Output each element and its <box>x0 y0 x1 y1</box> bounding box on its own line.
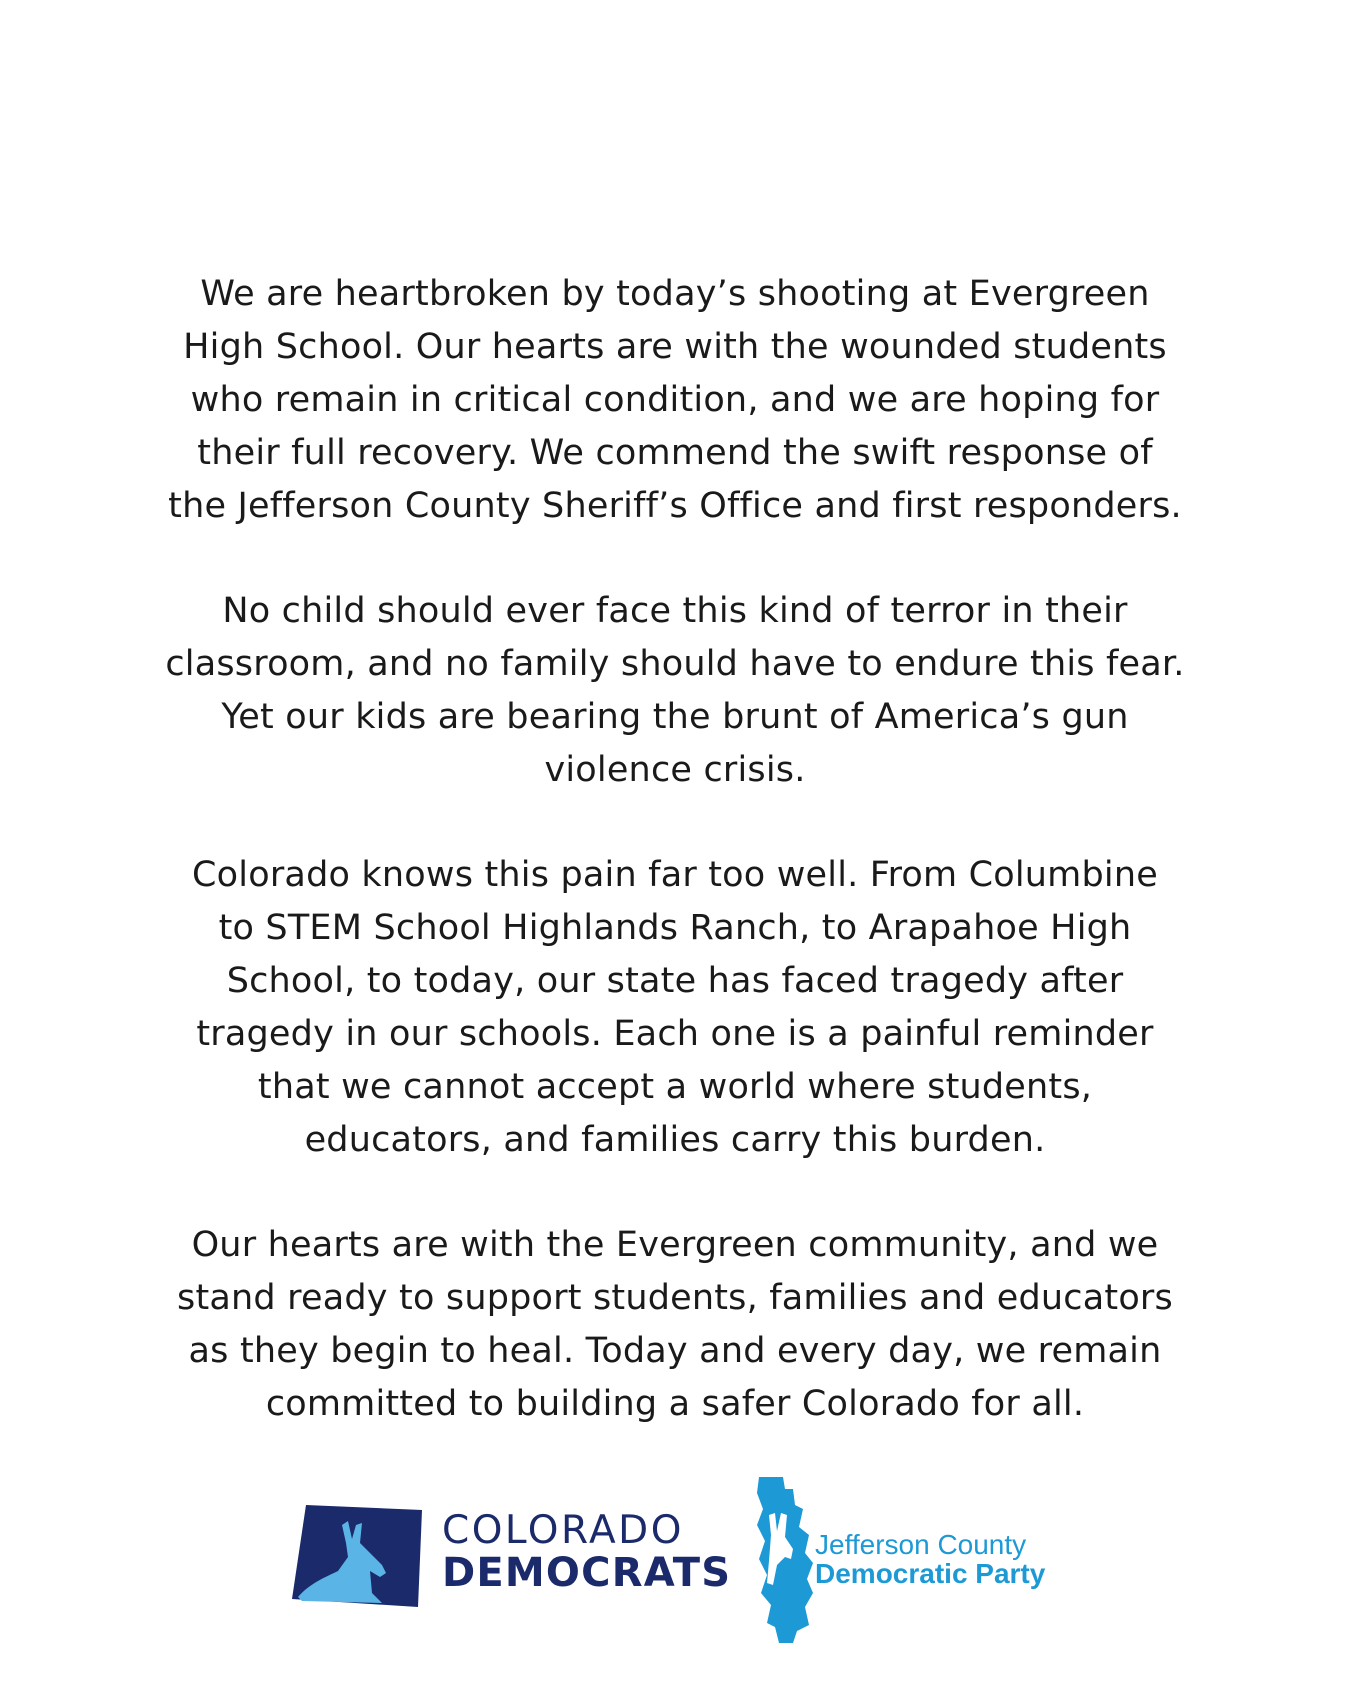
jefferson-logo-line1: Jefferson County <box>815 1529 1027 1560</box>
statement <box>0 268 1350 1483</box>
colorado-logo-line2: DEMOCRATS <box>442 1550 732 1596</box>
paragraph-line: their full recovery. We commend the swift response of <box>197 433 1153 473</box>
colorado-democrats-logo <box>292 1505 732 1607</box>
paragraph-line: tragedy in our schools. Each one is a painful reminder <box>196 1014 1154 1054</box>
colorado-donkey-icon <box>292 1505 422 1607</box>
paragraph-line: educators, and families carry this burden. <box>304 1120 1046 1160</box>
jefferson-county-map-donkey-icon <box>755 1475 817 1645</box>
statement-paragraph <box>0 268 1350 533</box>
logo-footer <box>0 1475 1350 1645</box>
paragraph-line: No child should ever face this kind of terror in their <box>222 591 1128 631</box>
paragraph-line: committed to building a safer Colorado for all. <box>265 1384 1085 1424</box>
paragraph-line: as they begin to heal. Today and every day, we remain <box>188 1331 1162 1371</box>
paragraph-line: School, to today, our state has faced tragedy after <box>226 961 1124 1001</box>
paragraph-line: Our hearts are with the Evergreen community, and we <box>191 1225 1159 1265</box>
paragraph-line: High School. Our hearts are with the wounded students <box>183 327 1167 367</box>
statement-paragraph <box>0 849 1350 1167</box>
statement-paragraph <box>0 1219 1350 1431</box>
colorado-democrats-wordmark <box>442 1508 732 1596</box>
jefferson-county-logo <box>755 1475 1085 1645</box>
paragraph-line: the Jefferson County Sheriff’s Office and first responders. <box>168 486 1182 526</box>
jefferson-logo-line2: Democratic Party <box>815 1558 1046 1589</box>
paragraph-line: that we cannot accept a world where students, <box>257 1067 1093 1107</box>
paragraph-line: stand ready to support students, families and educators <box>177 1278 1173 1318</box>
paragraph-line: Colorado knows this pain far too well. From Columbine <box>192 855 1158 895</box>
paragraph-line: classroom, and no family should have to endure this fear. <box>165 644 1185 684</box>
statement-paragraph <box>0 585 1350 797</box>
colorado-logo-line1: COLORADO <box>442 1508 684 1553</box>
paragraph-line: violence crisis. <box>544 750 806 790</box>
jefferson-county-wordmark <box>815 1531 1045 1588</box>
paragraph-line: We are heartbroken by today’s shooting at Evergreen <box>200 274 1150 314</box>
paragraph-line: who remain in critical condition, and we are hoping for <box>190 380 1160 420</box>
paragraph-line: to STEM School Highlands Ranch, to Arapahoe High <box>218 908 1132 948</box>
paragraph-line: Yet our kids are bearing the brunt of America’s gun <box>221 697 1129 737</box>
